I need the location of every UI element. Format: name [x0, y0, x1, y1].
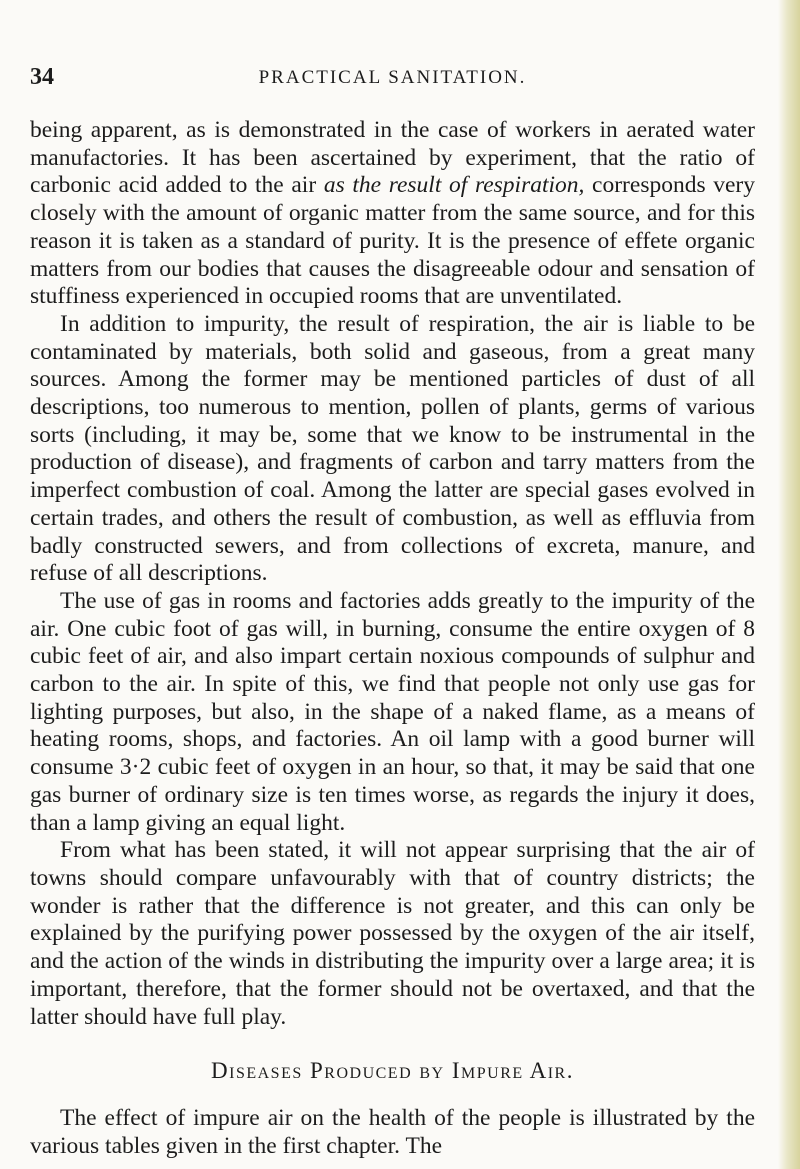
page-number: 34 — [30, 64, 54, 90]
paragraph-5: The effect of impure air on the health of the people is illustrated by the various tables given in the first chapter. The — [30, 1105, 755, 1159]
body-text — [30, 117, 755, 1161]
paragraph-1-text-b: corresponds very closely with the amount of organic matter from the same source, and for this reason it is taken as a standard of purity. It is the presence of effete organic matters from our bodies that causes the disagreeable odour and sensation of stuffiness experienced in occupied rooms that are unventilated. — [30, 172, 756, 310]
page-edge-shadow — [778, 0, 800, 1169]
paragraph-1-text-a: being apparent, as is demonstrated in the case of workers in aerated water manufactories. It has been ascertained by experiment, that the ratio of carbonic acid added to the air — [30, 117, 755, 199]
section-heading: Diseases Produced by Impure Air. — [211, 1058, 574, 1084]
paragraph-1-italic: as the result of respiration, — [323, 172, 585, 199]
running-head: PRACTICAL SANITATION. — [258, 67, 527, 88]
paragraph-4: From what has been stated, it will not appear surprising that the air of towns should compare unfavourably with that of country districts; the wonder is rather that the difference is not greater, and this can only be explained by the purifying power possessed by the oxygen of the air itself, and the action of the winds in distributing the impurity over a large area; it is important, therefore, that the former should not be overtaxed, and that the latter should have full play. — [30, 837, 755, 1030]
paragraph-2: In addition to impurity, the result of respiration, the air is liable to be contaminated by materials, both solid and gaseous, from a great many sources. Among the former may be mentioned particles of dust of all descriptions, too numerous to mention, pollen of plants, germs of various sorts (including, it may be, some that we know to be instrumental in the production of disease), and fragments of carbon and tarry matters from the imperfect combustion of coal. Among the latter are special gases evolved in certain trades, and others the result of combustion, as well as effluvia from badly constructed sewers, and from collections of excreta, manure, and refuse of all descriptions. — [30, 310, 755, 587]
paragraph-1 — [30, 117, 755, 311]
paragraph-3: The use of gas in rooms and factories adds greatly to the impurity of the air. One cubic foot of gas will, in burning, consume the entire oxygen of 8 cubic feet of air, and also impart certain noxious compounds of sulphur and carbon to the air. In spite of this, we find that people not only use gas for lighting purposes, but also, in the shape of a naked flame, as a means of heating rooms, shops, and factories. An oil lamp with a good burner will consume 3·2 cubic feet of oxygen in an hour, so that, it may be said that one gas burner of ordinary size is ten times worse, as regards the injury it does, than a lamp giving an equal light. — [30, 587, 755, 836]
page-header — [30, 62, 755, 92]
